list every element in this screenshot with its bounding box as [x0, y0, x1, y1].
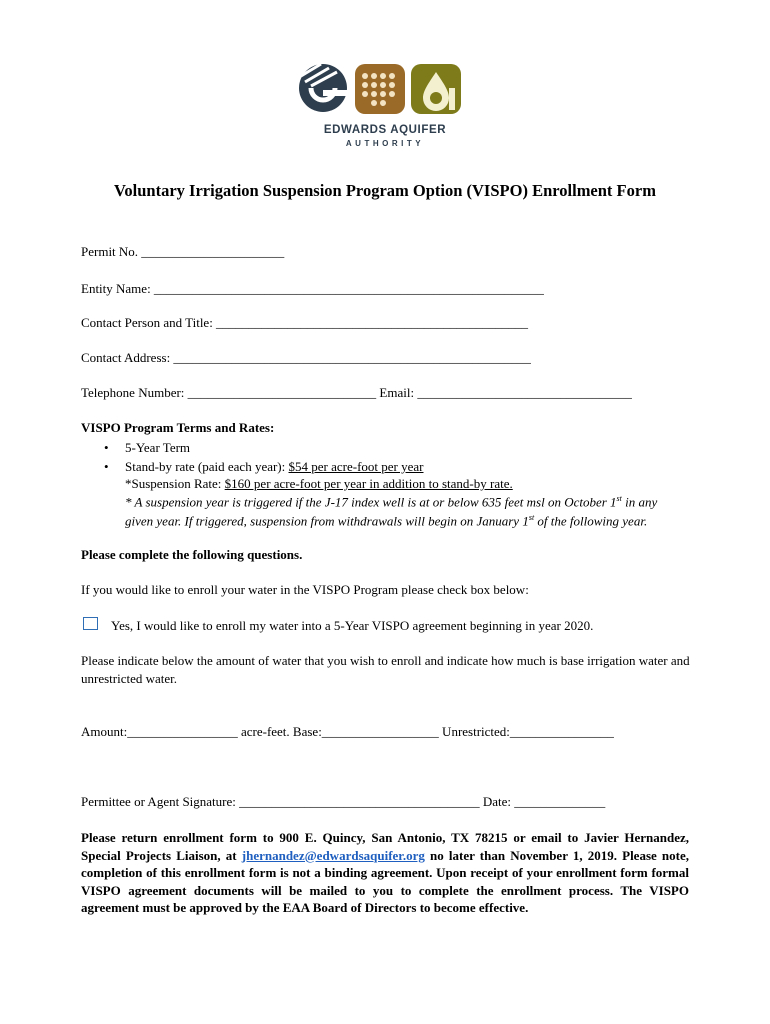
- checkbox-label: Yes, I would like to enroll my water into a 5-Year VISPO agreement beginning in year 2020.: [111, 618, 594, 633]
- suspension-prefix: *Suspension Rate:: [125, 476, 225, 491]
- logo-subtitle: AUTHORITY: [345, 139, 425, 148]
- logo-name: EDWARDS AQUIFER: [323, 124, 447, 136]
- questions-heading: Please complete the following questions.: [81, 547, 303, 562]
- return-instructions: Please return enrollment form to 900 E. Quincy, San Antonio, TX 78215 or email to Javier Hernandez, Special Projects Liaison, at jhernandez@edwardsaquifer.org no later than November 1, 2019. Please note, completion of this enrollment form is not a binding agreement. Upon receipt of your enrollment form formal VISPO agreement documents will be mailed to you to complete the enrollment process. The VISPO agreement must be approved by the EAA Board of Directors to become effective.: [81, 830, 689, 916]
- standby-rate: $54 per acre-foot per year: [288, 459, 424, 474]
- enroll-intro: If you would like to enroll your water in the VISPO Program please check box below:: [81, 582, 529, 597]
- logo-a-mark: [355, 64, 405, 114]
- contact-address-field[interactable]: Contact Address: _______________________________________________________: [81, 350, 531, 365]
- permit-field[interactable]: Permit No. ______________________: [81, 244, 285, 259]
- page-title: Voluntary Irrigation Suspension Program Option (VISPO) Enrollment Form: [114, 181, 656, 200]
- signature-date-fields[interactable]: Permittee or Agent Signature: _____________________________________ Date: ______________: [81, 794, 606, 809]
- bullet-icon: •: [104, 459, 109, 474]
- logo-e-mark: [299, 64, 349, 112]
- telephone-email-field[interactable]: Telephone Number: _____________________________ Email: _________________________________: [81, 385, 632, 400]
- suspension-rate: $160 per acre-foot per year in addition to stand-by rate.: [224, 476, 513, 491]
- suspension-note-1: * A suspension year is triggered if the J-17 index well is at or below 635 feet msl on October 1st in any: [125, 494, 658, 510]
- enroll-checkbox[interactable]: [83, 617, 98, 630]
- eaa-logo: [297, 58, 473, 150]
- suspension-note-2: given year. If triggered, suspension from withdrawals will begin on January 1st of the following year.: [125, 513, 648, 529]
- term-item: 5-Year Term: [125, 440, 191, 455]
- terms-heading: VISPO Program Terms and Rates:: [81, 420, 275, 435]
- email-link[interactable]: jhernandez@edwardsaquifer.org: [241, 847, 425, 863]
- suspension-rate-line: [125, 476, 513, 492]
- amount-intro: Please indicate below the amount of water that you wish to enroll and indicate how much is base irrigation water and unrestricted water.: [81, 653, 690, 686]
- bullet-icon: •: [104, 440, 109, 455]
- entity-name-field[interactable]: Entity Name: ____________________________________________________________: [81, 281, 544, 296]
- standby-rate-line: [125, 459, 424, 475]
- contact-person-field[interactable]: Contact Person and Title: ________________________________________________: [81, 315, 529, 330]
- standby-prefix: Stand-by rate (paid each year):: [125, 459, 289, 474]
- logo-drop-mark: [411, 64, 461, 114]
- amount-fields[interactable]: Amount:_________________ acre-feet. Base:__________________ Unrestricted:________________: [81, 724, 614, 739]
